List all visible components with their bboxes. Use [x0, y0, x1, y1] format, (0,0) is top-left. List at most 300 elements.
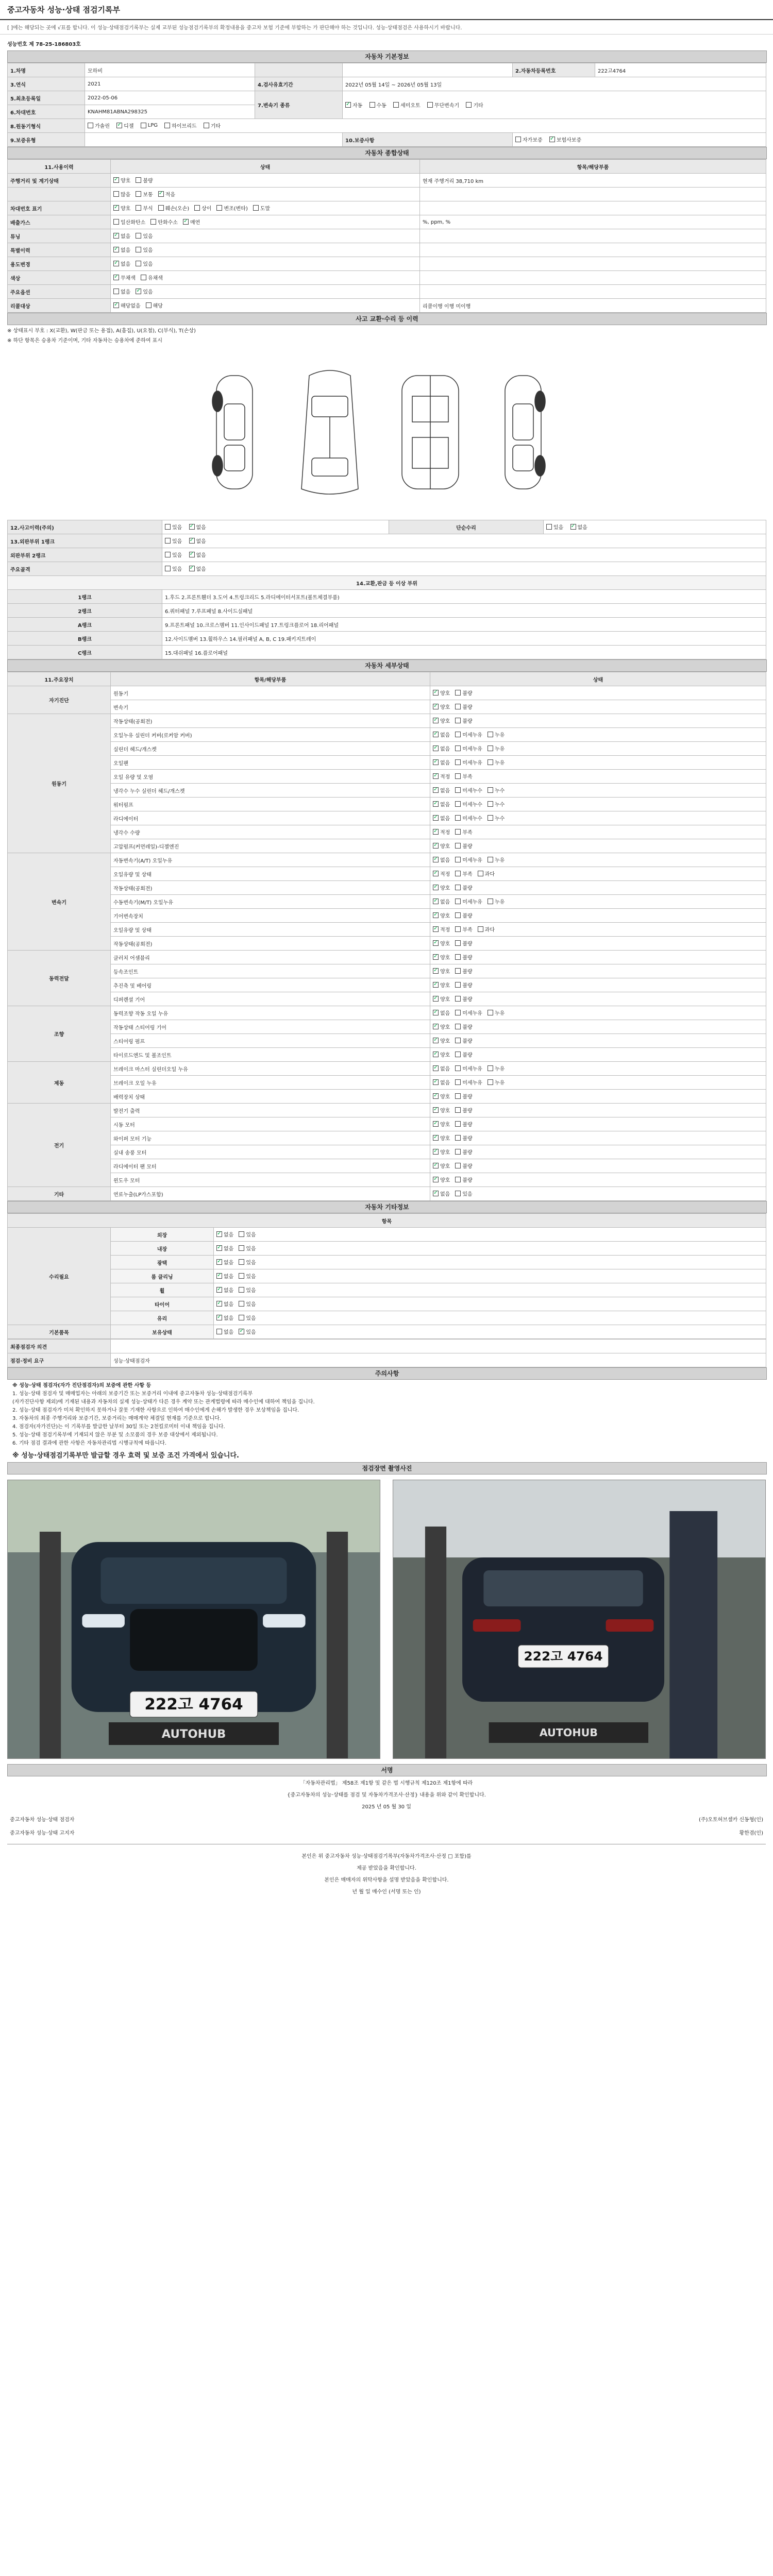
part-label: 룸 클리닝 [111, 1269, 214, 1283]
checkbox[interactable]: 하이브리드 [164, 122, 196, 129]
value: KNAHM81ABNA298325 [85, 105, 255, 119]
table-row [8, 1159, 766, 1173]
checkbox[interactable]: 상이 [194, 204, 211, 212]
checkbox[interactable]: 불량 [455, 1050, 472, 1058]
checkbox[interactable]: ✓ 없음 [113, 246, 130, 253]
checkbox[interactable]: ✓ 없음 [433, 856, 450, 863]
options [430, 714, 766, 728]
fuel-options [85, 119, 766, 133]
checkbox[interactable]: 불량 [455, 1120, 472, 1128]
checkbox[interactable]: ✓ 양호 [433, 1134, 450, 1142]
checkbox[interactable]: ✓ 양호 [433, 689, 450, 697]
checkbox[interactable]: 누유 [488, 856, 505, 863]
group-label: 조향 [8, 1006, 111, 1062]
part-label: 추진축 및 베어링 [111, 978, 430, 992]
plate-text: 222고 4764 [144, 1696, 243, 1714]
checkbox[interactable]: 부족 [455, 772, 472, 780]
checkbox[interactable]: ✓ 보험사보증 [549, 135, 581, 143]
row-label: 특별이력 [8, 243, 111, 257]
checkbox[interactable]: 미세누유 [455, 1078, 482, 1086]
rank-parts: 9.프론트패널 10.크로스멤버 11.인사이드패널 17.트렁크플로어 18.리어패널 [162, 618, 766, 632]
part-label: 등속조인트 [111, 964, 430, 978]
checkbox[interactable]: ✓ 없음 [189, 537, 206, 545]
checkbox[interactable]: ✓ 양호 [433, 1120, 450, 1128]
table-row [8, 770, 766, 784]
table-row [8, 1131, 766, 1145]
accident-section-title: 사고 교환·수리 등 이력 [7, 313, 767, 325]
signature-line: {중고자동차의 성능·상태를 점검 및 자동차가격조사·산정} 내용을 위와 같이 확인합니다. [287, 1792, 486, 1798]
checkbox[interactable]: 있음 [136, 246, 153, 253]
table-row [8, 811, 766, 825]
checkbox[interactable]: 과다 [478, 870, 495, 877]
checkbox[interactable]: 부족 [455, 828, 472, 836]
table-row [8, 964, 766, 978]
checkbox[interactable]: ✓ 양호 [433, 995, 450, 1003]
value: 성능·상태점검자 [111, 1353, 766, 1367]
other-section-title: 자동차 기타정보 [7, 1201, 767, 1213]
checkbox[interactable]: 세미오토 [393, 101, 421, 109]
confirm-line: 본인은 위 중고자동차 성능·상태점검기록부(자동차가격조사·산정 □ 포함)를 [301, 1854, 472, 1859]
table-row [8, 714, 766, 728]
checkbox[interactable]: ✓ 양호 [113, 204, 130, 212]
checkbox[interactable]: ✓ 없음 [433, 758, 450, 766]
checkbox[interactable]: ✓ 양호 [433, 1092, 450, 1100]
caution-line: (자가진단사항 제외)에 기재된 내용과 자동차의 실제 성능·상태가 다른 경우 계약 또는 관계법령에 따라 매수인에 대하여 책임을 집니다. [12, 1399, 315, 1405]
checkbox[interactable]: ✓ 양호 [433, 911, 450, 919]
table-row [8, 188, 766, 201]
table-row [8, 1283, 766, 1297]
checkbox[interactable]: ✓ 양호 [433, 1037, 450, 1044]
checkbox[interactable]: ✓ 없음 [433, 814, 450, 822]
options [430, 1131, 766, 1145]
checkbox[interactable]: ✓ 없음 [216, 1244, 233, 1252]
checkbox[interactable]: 과다 [478, 925, 495, 933]
rank-parts: 1.후드 2.프론트휀더 3.도어 4.트렁크리드 5.라디에이터서포트(볼트체결부품) [162, 590, 766, 604]
table-row [8, 728, 766, 742]
options [430, 923, 766, 937]
checkbox[interactable]: 보통 [136, 190, 153, 198]
checkbox[interactable]: 누수 [488, 814, 505, 822]
checkbox[interactable]: 있음 [239, 1258, 256, 1266]
checkbox[interactable]: ✓ 디젤 [116, 122, 133, 129]
value: 2022년 05월 14일 ~ 2026년 05월 13일 [343, 77, 766, 91]
checkbox[interactable]: ✓ 없음 [189, 551, 206, 558]
checkbox[interactable]: 누유 [488, 758, 505, 766]
checkbox[interactable]: ✓ 없음 [433, 786, 450, 794]
checkbox[interactable]: 부족 [455, 870, 472, 877]
checkbox[interactable]: 미세누유 [455, 731, 482, 738]
col-head: 항목/해당부품 [111, 672, 430, 686]
checkbox[interactable]: 누유 [488, 1009, 505, 1016]
label: 3.연식 [8, 77, 85, 91]
value: 황한겸(인) [739, 1830, 763, 1836]
checkbox[interactable]: 불량 [455, 703, 472, 710]
checkbox[interactable]: ✓ 적정 [433, 772, 450, 780]
checkbox[interactable]: 있음 [239, 1230, 256, 1238]
signature-date: 2025 년 05 월 30 일 [362, 1804, 411, 1810]
checkbox[interactable]: 자가보증 [515, 135, 543, 143]
col-head: 상태 [430, 672, 766, 686]
row-value [420, 201, 766, 215]
checkbox[interactable]: 불량 [455, 939, 472, 947]
checkbox[interactable]: 미세누유 [455, 1064, 482, 1072]
signature-line: 「자동차관리법」 제58조 제1항 및 같은 법 시행규칙 제120조 제1항에 따라 [300, 1781, 473, 1786]
checkbox[interactable]: ✓ 양호 [433, 884, 450, 891]
checkbox[interactable]: 있음 [239, 1272, 256, 1280]
col-head: 11.사용이력 [8, 160, 111, 174]
checkbox[interactable]: 부식 [136, 204, 153, 212]
checkbox[interactable]: ✓ 없음 [433, 731, 450, 738]
checkbox[interactable]: ✓ 양호 [433, 1023, 450, 1030]
checkbox[interactable]: ✓ 없음 [216, 1230, 233, 1238]
part-label: 라디에이터 [111, 811, 430, 825]
options [430, 798, 766, 811]
table-row [8, 951, 766, 964]
checkbox[interactable]: ✓ 없음 [433, 1190, 450, 1197]
checkbox[interactable]: 수동 [369, 101, 386, 109]
table-row [8, 923, 766, 937]
checkbox[interactable]: 미세누유 [455, 856, 482, 863]
row-label: 튜닝 [8, 229, 111, 243]
part-label: 냉각수 누수 실린더 헤드/개스켓 [111, 784, 430, 798]
checkbox[interactable]: 불량 [136, 176, 153, 184]
options [430, 909, 766, 923]
group-label: 수리필요 [8, 1228, 111, 1325]
checkbox[interactable]: ✓ 없음 [189, 565, 206, 572]
checkbox[interactable]: 불량 [455, 1023, 472, 1030]
checkbox[interactable]: 있음 [165, 565, 182, 572]
checkbox[interactable]: ✓ 자동 [345, 101, 362, 109]
checkbox[interactable]: ✓ 있음 [239, 1328, 256, 1335]
checkbox[interactable]: 미세누유 [455, 758, 482, 766]
label: 단순수리 [389, 520, 544, 534]
options [111, 201, 420, 215]
legend-line: ※ 상태표시 부호 : X(교환), W(판금 또는 용접), A(흠집), U(요철), C(부식), T(손상) [7, 328, 196, 334]
label: 7.변속기 종류 [255, 91, 343, 119]
checkbox[interactable]: 누유 [488, 1064, 505, 1072]
table-row [8, 909, 766, 923]
checkbox[interactable]: 불량 [455, 953, 472, 961]
checkbox[interactable]: ✓ 양호 [433, 967, 450, 975]
rank-label: B랭크 [8, 632, 162, 646]
checkbox[interactable]: ✓ 양호 [433, 1162, 450, 1170]
checkbox[interactable]: ✓ 없음 [433, 1064, 450, 1072]
checkbox[interactable]: ✓ 없음 [433, 1009, 450, 1016]
caution-line: 4. 점검자(자가진단)는 이 기록부를 발급한 날부터 30일 또는 2천킬로미터 이내 책임을 집니다. [12, 1424, 225, 1430]
checkbox[interactable]: 있음 [136, 232, 153, 240]
row-label: 배출가스 [8, 215, 111, 229]
checkbox[interactable]: ✓ 없음 [216, 1258, 233, 1266]
checkbox[interactable]: 미세누수 [455, 814, 482, 822]
row-label: 주요옵션 [8, 285, 111, 299]
caution-line: 2. 성능·상태 점검자가 미처 확인하지 못하거나 잘못 기재한 사항으로 인하여 매수인에게 손해가 발생한 경우 보상책임을 집니다. [12, 1408, 299, 1413]
checkbox[interactable]: ✓ 없음 [216, 1314, 233, 1321]
part-label: 유리 [111, 1311, 214, 1325]
checkbox[interactable]: 있음 [165, 537, 182, 545]
checkbox[interactable]: 있음 [239, 1286, 256, 1294]
checkbox[interactable]: 훼손(오손) [158, 204, 189, 212]
part-label: 작동상태(공회전) [111, 937, 430, 951]
checkbox[interactable]: ✓ 없음 [216, 1300, 233, 1308]
checkbox[interactable]: ✓ 없음 [113, 232, 130, 240]
checkbox[interactable]: 미세누유 [455, 1009, 482, 1016]
table-row [8, 201, 766, 215]
checkbox[interactable]: 불량 [455, 967, 472, 975]
checkbox[interactable]: 탄화수소 [150, 218, 178, 226]
part-label: 작동상태 스티어링 기어 [111, 1020, 430, 1034]
checkbox[interactable]: ✓ 없음 [433, 800, 450, 808]
part-label: 오일유량 및 상태 [111, 867, 430, 881]
checkbox[interactable]: 많음 [113, 190, 130, 198]
checkbox[interactable]: 불량 [455, 884, 472, 891]
checkbox[interactable]: ✓ 양호 [433, 717, 450, 724]
options [430, 895, 766, 909]
checkbox[interactable]: 미세누수 [455, 800, 482, 808]
checkbox[interactable]: 기타 [466, 101, 483, 109]
checkbox[interactable]: 있음 [239, 1314, 256, 1321]
col-head: 항목 [8, 1214, 766, 1228]
other-table [7, 1213, 766, 1339]
row-value [420, 229, 766, 243]
checkbox[interactable]: 불량 [455, 717, 472, 724]
options [430, 811, 766, 825]
checkbox[interactable]: 도말 [253, 204, 270, 212]
checkbox[interactable]: ✓ 적음 [158, 190, 175, 198]
checkbox[interactable]: 있음 [239, 1300, 256, 1308]
part-label: 변속기 [111, 700, 430, 714]
buyer-label: 본인은 매매자의 위탁사항을 설명 받았음을 확인합니다. [324, 1877, 449, 1883]
part-label: 기어변속장치 [111, 909, 430, 923]
checkbox[interactable]: ✓ 적정 [433, 925, 450, 933]
checkbox[interactable]: 불량 [455, 1037, 472, 1044]
rank-label: A랭크 [8, 618, 162, 632]
options [430, 756, 766, 770]
checkbox[interactable]: ✓ 적정 [433, 870, 450, 877]
checkbox[interactable]: ✓ 양호 [433, 1050, 450, 1058]
checkbox[interactable]: 불량 [455, 1162, 472, 1170]
group-label: 자기진단 [8, 686, 111, 714]
part-label: 연료누출(LP가스포함) [111, 1187, 430, 1201]
part-label: 윈도우 모터 [111, 1173, 430, 1187]
row-value: 현재 주행거리 38,710 km [420, 174, 766, 188]
table-row [8, 867, 766, 881]
checkbox[interactable]: 없음 [113, 287, 130, 295]
checkbox[interactable]: 불량 [455, 911, 472, 919]
options [214, 1228, 766, 1242]
checkbox[interactable]: 있음 [165, 523, 182, 531]
part-label: 작동상태(공회전) [111, 881, 430, 895]
part-label: 스티어링 펌프 [111, 1034, 430, 1048]
checkbox[interactable]: 무단변속기 [427, 101, 459, 109]
part-label: 발전기 출력 [111, 1104, 430, 1117]
group-label: 동력전달 [8, 951, 111, 1006]
checkbox[interactable]: ✓ 양호 [433, 1148, 450, 1156]
checkbox[interactable]: ✓ 없음 [216, 1286, 233, 1294]
checkbox[interactable]: 누수 [488, 800, 505, 808]
checkbox[interactable]: ✓ 양호 [433, 1176, 450, 1183]
confirm-line: 제공 받았음을 확인합니다. [357, 1866, 416, 1871]
checkbox[interactable]: 누수 [488, 786, 505, 794]
options [430, 1104, 766, 1117]
checkbox[interactable]: ✓ 양호 [433, 939, 450, 947]
options [111, 174, 420, 188]
checkbox[interactable]: 불량 [455, 1106, 472, 1114]
checkbox[interactable]: ✓ 없음 [433, 897, 450, 905]
group-label: 기타 [8, 1187, 111, 1201]
value: 222고4764 [595, 63, 766, 77]
options [430, 700, 766, 714]
part-label: 광택 [111, 1256, 214, 1269]
checkbox[interactable]: 누유 [488, 731, 505, 738]
checkbox[interactable]: 누유 [488, 1078, 505, 1086]
checkbox[interactable]: ✓ 없음 [216, 1272, 233, 1280]
checkbox[interactable]: ✓ 없음 [113, 260, 130, 267]
checkbox[interactable]: 불량 [455, 1092, 472, 1100]
table-row [8, 992, 766, 1006]
checkbox[interactable]: 부족 [455, 925, 472, 933]
checkbox[interactable]: ✓ 양호 [113, 176, 130, 184]
row-value [420, 271, 766, 285]
options [214, 1325, 766, 1339]
signature-section-title: 서명 [7, 1764, 767, 1776]
checkbox[interactable]: 있음 [455, 1190, 472, 1197]
buyer-sign: 년 월 일 매수인 (서명 또는 인) [352, 1889, 421, 1895]
part-label: 오일 유량 및 오염 [111, 770, 430, 784]
options [430, 1145, 766, 1159]
caution-line: 5. 성능·상태 점검기록부에 기재되지 않은 부분 및 소모품의 경우 보증 대상에서 제외됩니다. [12, 1432, 218, 1438]
table-row [8, 1325, 766, 1339]
sub-head: 14.교환,판금 등 이상 부위 [8, 576, 766, 590]
checkbox[interactable]: 변조(변타) [216, 204, 247, 212]
checkbox[interactable]: ✓ 양호 [433, 842, 450, 850]
options [214, 1242, 766, 1256]
label: 2.자동차등록번호 [513, 63, 595, 77]
checkbox[interactable]: ✓ 적정 [433, 828, 450, 836]
rank-parts: 15.대쉬패널 16.플로어패널 [162, 646, 766, 659]
col-head: 항목/해당부품 [420, 160, 766, 174]
checkbox[interactable]: 누유 [488, 744, 505, 752]
checkbox[interactable]: 미세누유 [455, 897, 482, 905]
options [430, 1117, 766, 1131]
checkbox[interactable]: 있음 [136, 260, 153, 267]
value: 2021 [85, 77, 255, 91]
checkbox[interactable]: ✓ 없음 [189, 523, 206, 531]
photos [7, 1480, 766, 1759]
value [513, 133, 766, 147]
checkbox[interactable]: ✓ 매연 [183, 218, 200, 226]
checkbox[interactable]: ✓ 양호 [433, 1106, 450, 1114]
options [430, 978, 766, 992]
checkbox[interactable]: 불량 [455, 689, 472, 697]
checkbox[interactable]: ✓ 있음 [136, 287, 153, 295]
checkbox[interactable]: ✓ 양호 [433, 703, 450, 710]
other-tail-table [7, 1339, 766, 1367]
rear-photo [393, 1480, 766, 1759]
checkbox[interactable]: ✓ 양호 [433, 953, 450, 961]
page-title: 중고자동차 성능·상태 점검기록부 [0, 0, 773, 20]
table-row [8, 1297, 766, 1311]
checkbox[interactable]: 유채색 [141, 274, 163, 281]
status-section-title: 자동차 종합상태 [7, 147, 767, 159]
table-row [8, 1076, 766, 1090]
options [430, 686, 766, 700]
checkbox[interactable]: ✓ 없음 [433, 1078, 450, 1086]
options [162, 562, 766, 576]
car-diagram [155, 355, 618, 510]
checkbox[interactable]: LPG [141, 123, 158, 128]
row-value [420, 243, 766, 257]
part-label: 라디에이터 팬 모터 [111, 1159, 430, 1173]
options [430, 1034, 766, 1048]
table-row [8, 1020, 766, 1034]
checkbox[interactable]: 불량 [455, 1176, 472, 1183]
checkbox[interactable]: 불량 [455, 1134, 472, 1142]
checkbox[interactable]: ✓ 무채색 [113, 274, 136, 281]
checkbox[interactable]: 불량 [455, 981, 472, 989]
checkbox[interactable]: 해당 [146, 301, 163, 309]
checkbox[interactable]: ✓ 없음 [570, 523, 587, 531]
checkbox[interactable]: 미세누수 [455, 786, 482, 794]
part-label: 오일누유 실린더 커버(로커암 커버) [111, 728, 430, 742]
checkbox[interactable]: 불량 [455, 842, 472, 850]
row-label [8, 188, 111, 201]
checkbox[interactable]: ✓ 양호 [433, 981, 450, 989]
options [111, 299, 420, 313]
table-row [8, 1256, 766, 1269]
options [430, 992, 766, 1006]
detail-table [7, 672, 766, 1201]
checkbox[interactable]: 있음 [165, 551, 182, 558]
checkbox[interactable]: 있음 [239, 1244, 256, 1252]
checkbox[interactable]: 누유 [488, 897, 505, 905]
table-row [8, 243, 766, 257]
row-label: 주행거리 및 계기상태 [8, 174, 111, 188]
caution-line: 6. 기타 점검 결과에 관한 사항은 자동차관리법 시행규칙에 따릅니다. [12, 1440, 166, 1446]
checkbox[interactable]: 미세누유 [455, 744, 482, 752]
checkbox[interactable]: 기타 [204, 122, 221, 129]
part-label: 실린더 헤드/개스켓 [111, 742, 430, 756]
table-row [8, 1062, 766, 1076]
checkbox[interactable]: 있음 [546, 523, 563, 531]
options [111, 229, 420, 243]
checkbox[interactable]: 가솔린 [88, 122, 110, 129]
options [214, 1256, 766, 1269]
checkbox[interactable]: 일산화탄소 [113, 218, 145, 226]
row-value: 리콜이행 이행 미이행 [420, 299, 766, 313]
banner-text: AUTOHUB [161, 1727, 226, 1741]
checkbox[interactable]: ✓ 없음 [433, 744, 450, 752]
row-value: %, ppm, % [420, 215, 766, 229]
part-label: 시동 모터 [111, 1117, 430, 1131]
options [430, 839, 766, 853]
part-label: 동력조향 작동 오일 누유 [111, 1006, 430, 1020]
part-label: 원동기 [111, 686, 430, 700]
checkbox[interactable]: 불량 [455, 995, 472, 1003]
part-label: 휠 [111, 1283, 214, 1297]
status-table [7, 159, 766, 313]
checkbox[interactable]: ✓ 해당없음 [113, 301, 141, 309]
transmission-options [343, 91, 766, 119]
caution-line: 3. 자동차의 최종 주행거리와 보증기간, 보증거리는 매매계약 체결일 현재를 기준으로 합니다. [12, 1416, 222, 1421]
label: 4.검사유효기간 [255, 77, 343, 91]
checkbox[interactable]: 없음 [216, 1328, 233, 1335]
row-value [420, 188, 766, 201]
checkbox[interactable]: 불량 [455, 1148, 472, 1156]
part-label: 고압펌프(커먼레일)-디젤엔진 [111, 839, 430, 853]
options [430, 1159, 766, 1173]
label: 5.최초등록일 [8, 91, 85, 105]
table-row [8, 1242, 766, 1256]
